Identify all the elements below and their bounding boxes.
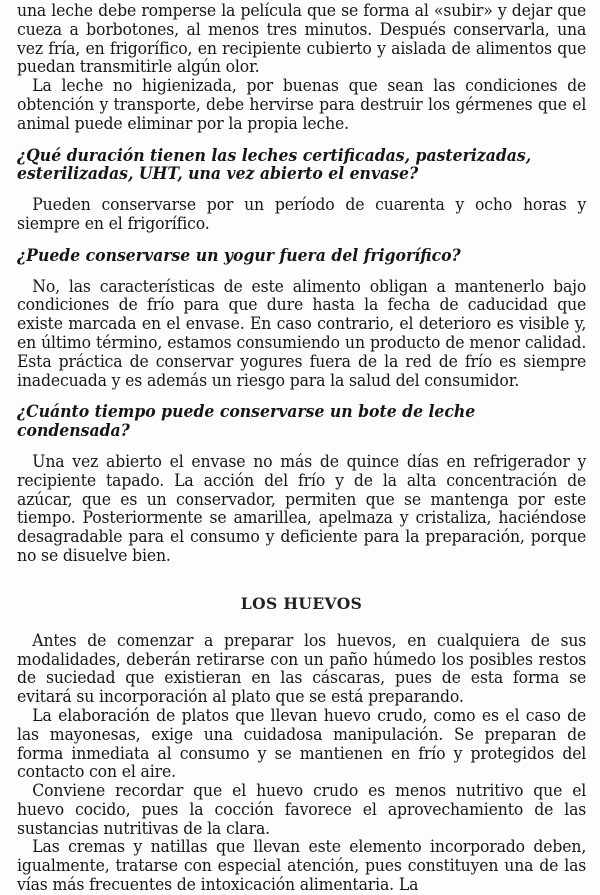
question-opened-milk-duration: ¿Qué duración tienen las leches certificadas, pasterizadas, esterilizadas, UHT, una vez abierto el envase? [17,145,532,184]
section-title: LOS HUEVOS [240,593,363,613]
question-condensed-milk: ¿Cuánto tiempo puede conservarse un bote de leche condensada? [17,402,476,441]
answer-condensed-milk: Una vez abierto el envase no más de quince días en refrigerador y recipiente tapado. La acción del frío y de la alta concentración de azúcar, que es un conservador, permiten que se mantenga por este tiempo. Posteriormente se amarillea, apelmaza y cristaliza, haciéndose desagradable para el consumo y deficiente para la preparación, porque no se disuelve bien. [17,451,587,565]
answer-opened-milk-duration: Pueden conservarse por un período de cuarenta y ocho horas y siempre en el frigorífico. [17,195,587,233]
paragraph-creams-custards: Las cremas y natillas que llevan este elemento incorporado deben, igualmente, tratarse con especial atención, pues constituyen una de las vías más frecuentes de intoxicación alimentaria. La [17,837,587,895]
paragraph-raw-egg-dishes: La elaboración de platos que llevan huevo crudo, como es el caso de las mayonesas, exige una cuidadosa manipulación. Se preparan de forma inmediata al consumo y se mantienen en frío y protegidos del contacto con el aire. [17,705,587,782]
paragraph-egg-cleaning: Antes de comenzar a preparar los huevos, en cualquiera de sus modalidades, deberán retirarse con un paño húmedo los posibles restos de suciedad que existieran en las cáscaras, pues de esta forma se evitará su incorporación al plato que se está preparando. [17,630,587,707]
answer-yogurt: No, las características de este alimento obligan a mantenerlo bajo condiciones de frío para que dure hasta la fecha de caducidad que existe marcada en el envase. En caso contrario, el deterioro es visible y, en último término, estamos consumiendo un producto de menor calidad. Esta práctica de conservar yogures fuera de la red de frío es siempre inadecuada y es además un riesgo para la salud del consumidor. [17,276,587,390]
paragraph-raw-vs-cooked: Conviene recordar que el huevo crudo es menos nutritivo que el huevo cocido, pues la cocción favorece el aprovechamiento de las sustancias nutritivas de la clara. [17,781,587,838]
question-yogurt: ¿Puede conservarse un yogur fuera del frigorífico? [17,245,461,265]
paragraph-milk-boiling: una leche debe romperse la película que se forma al «subir» y dejar que cueza a borbotones, al menos tres minutos. Después conservarla, una vez fría, en frigorífico, en recipiente cubierto y aislada de alimentos que puedan transmitirle algún olor. [17,1,587,77]
paragraph-unhygienized-milk: La leche no higienizada, por buenas que sean las condiciones de obtención y transporte, debe hervirse para destruir los gérmenes que el animal puede eliminar por la propia leche. [17,76,587,133]
